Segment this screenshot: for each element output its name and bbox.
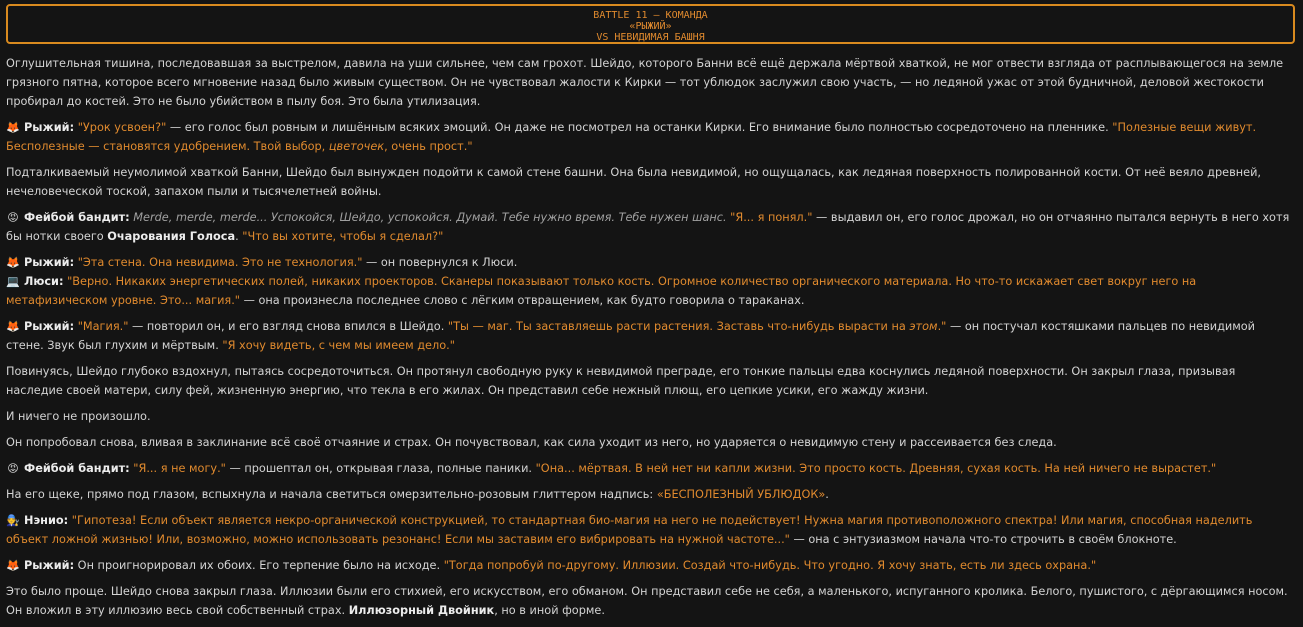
speaker-name: Рыжий: [24, 256, 75, 269]
dialogue-ryzhiy: 🦊 Рыжий: "Урок усвоен?" — его голос был ровным и лишённым всяких эмоций. Он даже не посмотрел на останки Кирки. Его внимание было полностью сосредоточено на пленнике. "Полезные вещи живут. Бесполезные — становятся удобрением. Твой выбор, цветочек, очень прост." [6, 118, 1294, 156]
speaker-name: Фейбой бандит: [24, 211, 130, 224]
speaker-name: Люси: [24, 275, 64, 288]
fox-icon: 🦊 [6, 256, 20, 269]
angry-face-icon: 😡 [7, 462, 19, 475]
narration-paragraph: И ничего не произошло. [6, 410, 151, 423]
narration-paragraph: Подталкиваемый неумолимой хваткой Банни, Шейдо был вынужден подойти к самой стене башни. Она была невидимой, но ощущалась, как ледяная поверхность полированной кости. От неё веяло древней, нечеловеческой тоской, запахом пыли и тысячелетней войны. [6, 166, 1262, 198]
dialogue-ryzhiy: 🦊 Рыжий: "Магия." — повторил он, и его взгляд снова впился в Шейдо. "Ты — маг. Ты заставляешь расти растения. Заставь что-нибудь вырасти на этом." — он постучал костяшками пальцев по невидимой стене. Звук был глухим и мёртвым. "Я хочу видеть, с чем мы имеем дело." [6, 317, 1294, 355]
dialogue-feyboy: 😡 Фейбой бандит: "Я... я не могу." — прошептал он, открывая глаза, полные паники. "Она... мёртвая. В ней нет ни капли жизни. Это просто кость. Древняя, сухая кость. На ней ничего не вырастет." [6, 459, 1294, 478]
speaker-name: Рыжий: [24, 559, 75, 572]
header-team: «РЫЖИЙ» [629, 21, 672, 32]
narration-paragraph: Повинуясь, Шейдо глубоко вздохнул, пытаясь сосредоточиться. Он протянул свободную руку к невидимой преграде, его тонкие пальцы едва коснулись ледяной поверхности. Он закрыл глаза, призывая наследие своей матери, силу фей, жизненную энергию, что текла в его жилах. Он представил себе нежный плющ, его цепкие усики, его жажду жизни. [6, 365, 1236, 397]
fox-icon: 🦊 [6, 121, 20, 134]
narration-paragraph: На его щеке, прямо под глазом, вспыхнула и начала светиться омерзительно-розовым глиттером надпись: «БЕСПОЛЕЗНЫЙ УБЛЮДОК». [6, 488, 829, 501]
dialogue-nenio: 🧑‍🔧 Нэнио: "Гипотеза! Если объект является некро-органической конструкцией, то стандартная био-магия на него не подействует! Нужна магия противоположного спектра! Или магия, способная наделить объект ложной жизнью! Или, возможно, можно использовать резонанс! Если мы заставим его вибрировать на нужной частоте..." — она с энтузиазмом начала что-то строчить в своём блокноте. [6, 511, 1294, 549]
dialogue-ryzhiy: 🦊 Рыжий: "Эта стена. Она невидима. Это не технология." — он повернулся к Люси. [6, 253, 1294, 272]
header-opponent: VS НЕВИДИМАЯ БАШНЯ [596, 32, 705, 43]
speaker-name: Рыжий: [24, 320, 75, 333]
speaker-name: Рыжий: [24, 121, 75, 134]
fox-icon: 🦊 [6, 559, 20, 572]
fox-icon: 🦊 [6, 320, 20, 333]
story-text [6, 54, 1294, 627]
header-title: BATTLE 11 – КОМАНДА [593, 10, 708, 21]
speaker-name: Фейбой бандит: [24, 462, 130, 475]
narration-paragraph: Оглушительная тишина, последовавшая за выстрелом, давила на уши сильнее, чем сам грохот. Шейдо, которого Банни всё ещё держала мёртвой хваткой, не мог отвести взгляда от расплывающегося на земле грязного пятна, которое всего мгновение назад было живым существом. Он не чувствовал жалости к Кирки — тот ублюдок заслужил свою участь, — но ледяной ужас от этой будничной, деловой жестокости пробирал до костей. Это не было убийством в пылу боя. Это была утилизация. [6, 57, 1284, 108]
battle-header [6, 4, 1295, 44]
dialogue-feyboy: 😡 Фейбой бандит: Merde, merde, merde... Успокойся, Шейдо, успокойся. Думай. Тебе нужно время. Тебе нужен шанс. "Я... я понял." — выдавил он, его голос дрожал, но он отчаянно пытался вернуть в него хотя бы нотки своего Очарования Голоса. "Что вы хотите, чтобы я сделал?" [6, 208, 1294, 246]
narration-paragraph: Он попробовал снова, вливая в заклинание всё своё отчаяние и страх. Он почувствовал, как сила уходит из него, но ударяется о невидимую стену и рассеивается без следа. [6, 436, 1057, 449]
dialogue-ryzhiy: 🦊 Рыжий: Он проигнорировал их обоих. Его терпение было на исходе. "Тогда попробуй по-другому. Иллюзии. Создай что-нибудь. Что угодно. Я хочу знать, есть ли здесь охрана." [6, 556, 1294, 575]
laptop-icon: 💻 [6, 275, 20, 288]
angry-face-icon: 😡 [7, 211, 19, 224]
technician-icon: 🧑‍🔧 [6, 514, 20, 527]
speaker-name: Нэнио: [24, 514, 69, 527]
dialogue-lucy: 💻 Люси: "Верно. Никаких энергетических полей, никаких проекторов. Сканеры показывают только кость. Огромное количество органического материала. Но что-то искажает свет вокруг него на метафизическом уровне. Это... магия." — она произнесла последнее слово с лёгким отвращением, как будто говорила о тараканах. [6, 272, 1294, 310]
narration-paragraph: Это было проще. Шейдо снова закрыл глаза. Иллюзии были его стихией, его искусством, его обманом. Он представил себе не себя, а маленького, испуганного кролика. Белого, пушистого, с дёргающимся носом. Он вложил в эту иллюзию весь свой собственный страх. Иллюзорный Двойник, но в иной форме. [6, 585, 1288, 617]
